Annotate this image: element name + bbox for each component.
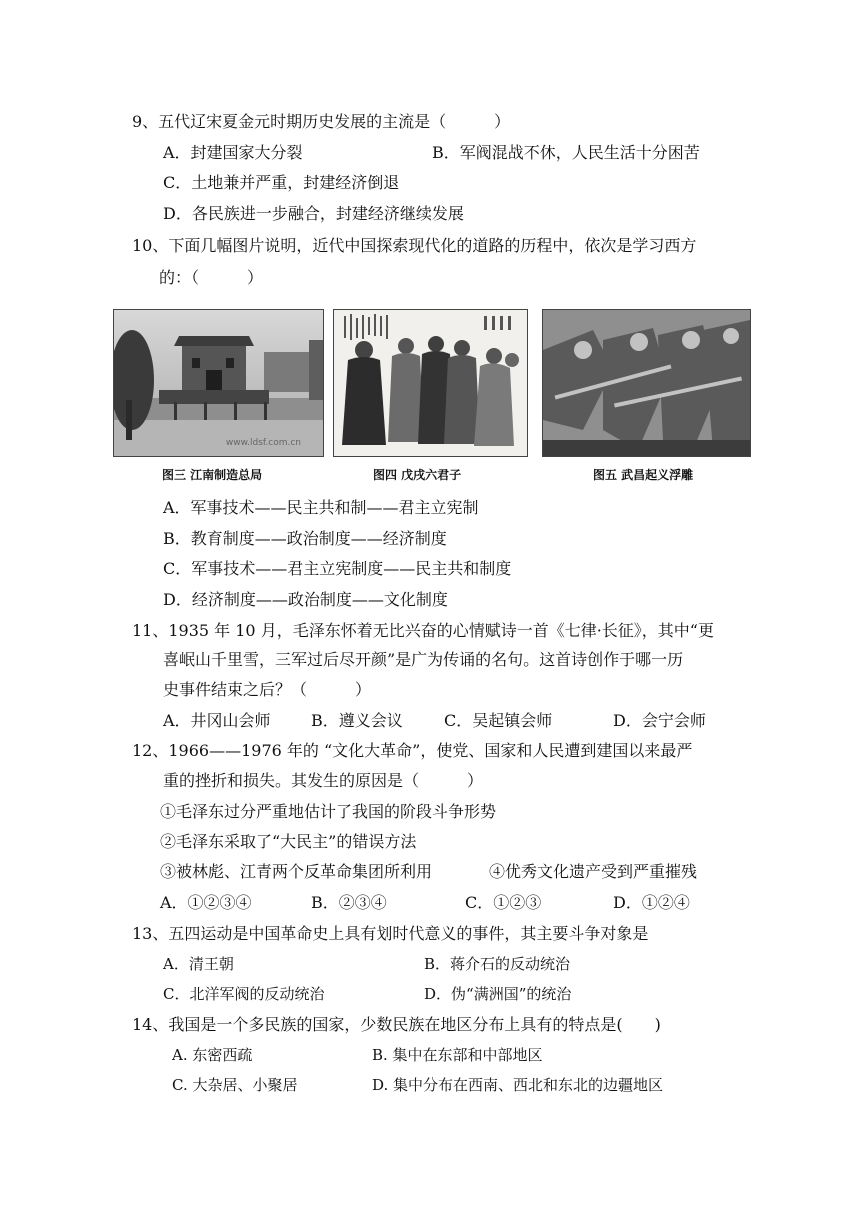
q14-option-c: C. 大杂居、小聚居 [172, 1076, 298, 1094]
q11-stem-line1: 11、1935 年 10 月，毛泽东怀着无比兴奋的心情赋诗一首《七律·长征》，其中“更 [132, 621, 714, 640]
q10-stem-line1: 10、下面几幅图片说明，近代中国探索现代化的道路的历程中，依次是学习西方 [132, 236, 697, 255]
q13-option-a: A．清王朝 [163, 955, 234, 973]
fig3-caption: 图三 江南制造总局 [162, 468, 263, 482]
q14-stem: 14、我国是一个多民族的国家，少数民族在地区分布上具有的特点是( ) [132, 1015, 661, 1034]
q11-stem-line3: 史事件结束之后？（ ） [163, 680, 372, 699]
q10-option-b: B．教育制度——政治制度——经济制度 [163, 529, 447, 548]
q9-option-b: B．军阀混战不休，人民生活十分困苦 [432, 143, 700, 162]
q14-option-d: D. 集中分布在西南、西北和东北的边疆地区 [372, 1076, 664, 1094]
q13-option-c: C．北洋军阀的反动统治 [163, 985, 325, 1003]
q12-option-b: B．②③④ [311, 893, 387, 912]
figure-wuchang-uprising-relief [542, 309, 751, 457]
q11-option-d: D．会宁会师 [613, 711, 706, 730]
figure-six-gentlemen-painting [333, 309, 528, 457]
q10-option-d: D．经济制度——政治制度——文化制度 [163, 590, 448, 609]
q11-option-c: C．吴起镇会师 [444, 711, 553, 730]
q11-option-b: B．遵义会议 [311, 711, 403, 730]
q12-statement-1: ①毛泽东过分严重地估计了我国的阶段斗争形势 [160, 802, 497, 821]
q13-option-b: B．蒋介石的反动统治 [424, 955, 571, 973]
q12-option-c: C．①②③ [465, 893, 542, 912]
q11-option-a: A．井冈山会师 [163, 711, 271, 730]
q12-statement-3: ③被林彪、江青两个反革命集团所利用 [160, 862, 433, 881]
q13-option-d: D．伪“满洲国”的统治 [424, 985, 572, 1003]
q9-option-a: A．封建国家大分裂 [163, 143, 303, 162]
q10-option-c: C．军事技术——君主立宪制度——民主共和制度 [163, 559, 512, 578]
q12-statement-2: ②毛泽东采取了“大民主”的错误方法 [160, 832, 417, 851]
q12-stem-line1: 12、1966——1976 年的 “文化大革命”，使党、国家和人民遭到建国以来最严 [132, 741, 693, 760]
q14-option-b: B. 集中在东部和中部地区 [372, 1046, 543, 1064]
wuchang-relief-image [543, 310, 750, 456]
q12-option-a: A．①②③④ [160, 893, 252, 912]
fig5-caption: 图五 武昌起义浮雕 [593, 468, 694, 482]
jiangnan-arsenal-image [114, 310, 323, 456]
q9-option-d: D．各民族进一步融合，封建经济继续发展 [163, 204, 464, 223]
figure-jiangnan-arsenal-photo [113, 309, 324, 457]
q9-option-c: C．土地兼并严重，封建经济倒退 [163, 173, 400, 192]
q14-option-a: A. 东密西疏 [172, 1046, 253, 1064]
six-gentlemen-image [334, 310, 527, 456]
q12-stem-line2: 重的挫折和损失。其发生的原因是（ ） [163, 771, 484, 790]
q10-option-a: A．军事技术——民主共和制——君主立宪制 [163, 498, 479, 517]
photo-watermark: www.ldsf.com.cn [225, 438, 301, 448]
q12-statement-4: ④优秀文化遗产受到严重摧残 [489, 862, 698, 881]
q13-stem: 13、五四运动是中国革命史上具有划时代意义的事件，其主要斗争对象是 [132, 924, 649, 943]
q11-stem-line2: 喜岷山千里雪，三军过后尽开颜”是广为传诵的名句。这首诗创作于哪一历 [163, 650, 684, 669]
q12-option-d: D．①②④ [613, 893, 690, 912]
q9-stem: 9、五代辽宋夏金元时期历史发展的主流是（ ） [132, 112, 511, 131]
q10-stem-line2: 的：（ ） [159, 268, 264, 287]
fig4-caption: 图四 戊戌六君子 [373, 468, 462, 482]
